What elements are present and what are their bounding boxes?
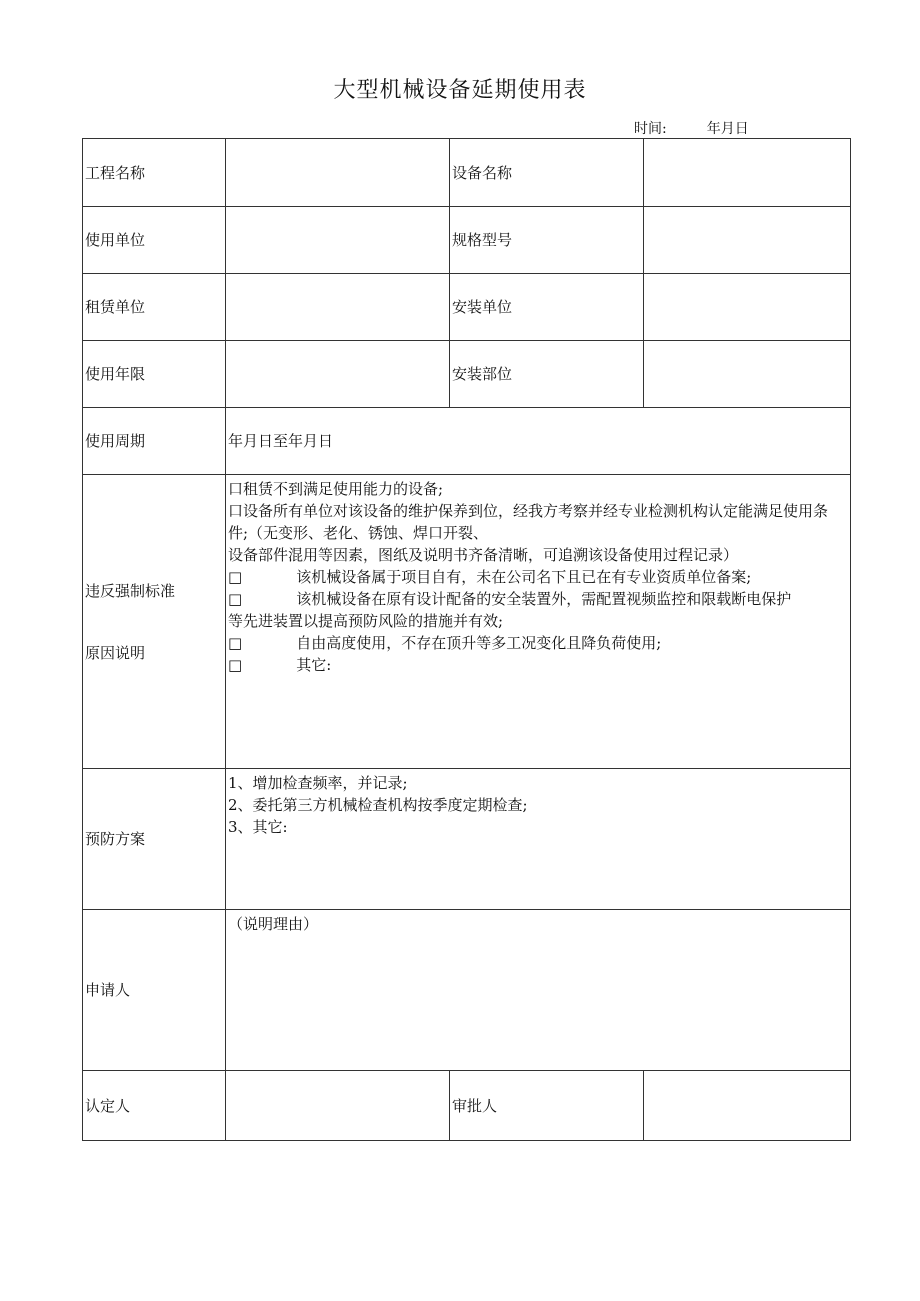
option-text: 自由高度使用，不存在顶升等多工况变化且降负荷使用; [296,634,662,652]
spec-model-field[interactable] [644,207,851,274]
checkbox-icon[interactable]: □ [228,590,243,608]
violation-option-3[interactable] [228,632,848,654]
prevention-item-3[interactable]: 3、其它: [228,818,288,836]
label-lease-unit: 租赁单位 [83,274,226,341]
label-spec-model: 规格型号 [450,207,644,274]
label-install-unit: 安装单位 [450,274,644,341]
violation-option-1[interactable] [228,566,848,588]
violation-label-line1: 违反强制标准 [85,581,176,600]
violation-label-line2: 原因说明 [85,643,146,662]
violation-line-3: 设备部件混用等因素，图纸及说明书齐备清晰，可追溯该设备使用过程记录） [228,546,739,564]
violation-content [226,475,851,769]
prevention-content [226,769,851,910]
confirmer-field[interactable] [226,1071,450,1141]
label-project-name: 工程名称 [83,139,226,207]
period-value[interactable]: 年月日至年月日 [226,408,851,475]
violation-line-2[interactable]: 口设备所有单位对该设备的维护保养到位，经我方考察并经专业检测机构认定能满足使用条件;（无变形、老化、锈蚀、焊口开裂、 [228,502,829,542]
checkbox-icon[interactable]: □ [228,656,243,674]
violation-line-1[interactable]: 口租赁不到满足使用能力的设备; [228,480,444,498]
install-position-field[interactable] [644,341,851,408]
install-unit-field[interactable] [644,274,851,341]
label-equipment-name: 设备名称 [450,139,644,207]
violation-option-2-cont: 等先进装置以提高预防风险的措施并有效; [228,612,504,630]
project-name-field[interactable] [226,139,450,207]
prevention-item-2: 2、委托第三方机械检查机构按季度定期检查; [228,796,528,814]
applicant-note: （说明理由） [228,915,319,933]
lease-unit-field[interactable] [226,274,450,341]
applicant-content[interactable] [226,910,851,1071]
prevention-item-1: 1、增加检查频率，并记录; [228,774,408,792]
label-user-unit: 使用单位 [83,207,226,274]
violation-option-2[interactable] [228,588,848,610]
date-value: 年月日 [706,121,749,137]
approver-field[interactable] [644,1071,851,1141]
option-text: 该机械设备在原有设计配备的安全装置外，需配置视频监控和限载断电保护 [296,590,792,608]
violation-option-4[interactable] [228,654,848,676]
violation-label-cell [83,475,226,769]
option-text: 其它: [296,656,332,674]
service-years-field[interactable] [226,341,450,408]
date-line [634,118,749,138]
label-service-years: 使用年限 [83,341,226,408]
checkbox-icon[interactable]: □ [228,568,243,586]
label-prevention: 预防方案 [83,769,226,910]
label-approver: 审批人 [450,1071,644,1141]
date-label: 时间: [634,121,667,137]
option-text: 该机械设备属于项目自有，未在公司名下且已在有专业资质单位备案; [296,568,752,586]
label-applicant: 申请人 [83,910,226,1071]
equipment-name-field[interactable] [644,139,851,207]
user-unit-field[interactable] [226,207,450,274]
form-table [82,138,851,1141]
label-period: 使用周期 [83,408,226,475]
checkbox-icon[interactable]: □ [228,634,243,652]
label-confirmer: 认定人 [83,1071,226,1141]
label-install-position: 安装部位 [450,341,644,408]
page-title: 大型机械设备延期使用表 [333,78,587,103]
